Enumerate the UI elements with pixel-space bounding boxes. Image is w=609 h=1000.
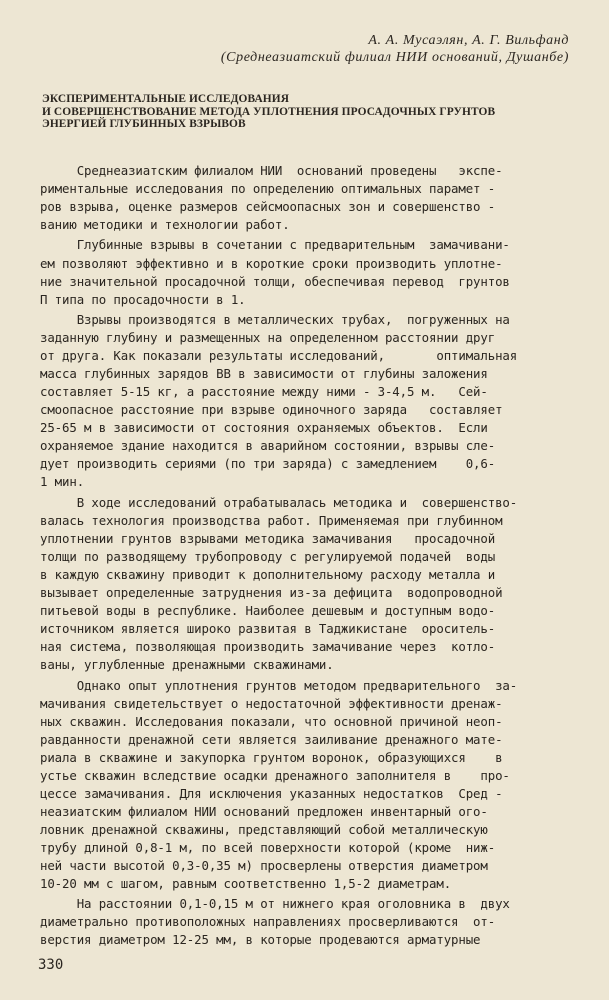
title-line: ЭНЕРГИЕЙ ГЛУБИННЫХ ВЗРЫВОВ (42, 118, 246, 130)
text-line: охраняемое здание находится в аварийном состоянии, взрывы сле- (40, 438, 496, 454)
author-names: А. А. Мусаэлян, А. Г. Вильфанд (368, 33, 569, 48)
text-line: составляет 5-15 кг, а расстояние между ними - 3-4,5 м. Сей- (40, 384, 488, 400)
text-line: заданную глубину и размещенных на определенном расстоянии друг (40, 330, 496, 346)
text-line: валась технология производства работ. Применяемая при глубинном (40, 512, 503, 528)
text-line: толщи по разводящему трубопроводу с регулируемой подачей воды (40, 548, 496, 564)
paragraph (40, 236, 570, 308)
text-line: ней части высотой 0,3-0,35 м) просверлены отверстия диаметром (40, 857, 488, 873)
paragraph (40, 311, 570, 491)
title-line: ЭКСПЕРИМЕНТАЛЬНЫЕ ИССЛЕДОВАНИЯ (42, 93, 290, 105)
text-line: дует производить сериями (по три заряда) с замедлением 0,6- (40, 456, 496, 472)
text-line: 10-20 мм с шагом, равным соответственно 1,5-2 диаметрам. (40, 876, 452, 892)
text-line: ных скважин. Исследования показали, что основной причиной неоп- (40, 713, 503, 729)
text-line: Глубинные взрывы в сочетании с предварительным замачивани- (40, 237, 510, 253)
paragraph (40, 162, 570, 234)
text-line: ванию методики и технологии работ. (40, 217, 290, 233)
text-line: ние значительной просадочной толщи, обеспечивая перевод грунтов (40, 273, 510, 289)
text-line: неазиатским филиалом НИИ оснований предложен инвентарный ого- (40, 803, 488, 819)
text-line: устье скважин вследствие осадки дренажного заполнителя в про- (40, 767, 510, 783)
text-line: П типа по просадочности в 1. (40, 291, 246, 307)
text-line: На расстоянии 0,1-0,15 м от нижнего края оголовника в двух (40, 896, 510, 912)
author-block (109, 32, 569, 66)
text-line: 1 мин. (40, 474, 85, 490)
article-body (40, 162, 570, 950)
text-line: питьевой воды в республике. Наиболее дешевым и доступным водо- (40, 603, 496, 619)
paragraph (40, 895, 570, 949)
text-line: ная система, позволяющая производить замачивание через котло- (40, 639, 496, 655)
text-line: Среднеазиатским филиалом НИИ оснований проведены экспе- (40, 163, 503, 178)
text-line: риментальные исследования по определению оптимальных парамет - (40, 181, 496, 197)
title-line: И СОВЕРШЕНСТВОВАНИЕ МЕТОДА УПЛОТНЕНИЯ ПРОСАДОЧНЫХ ГРУНТОВ (42, 105, 496, 118)
text-line: диаметрально противоположных направлениях просверливаются от- (40, 914, 496, 930)
text-line: смоопасное расстояние при взрыве одиночного заряда составляет (40, 402, 503, 418)
text-line: Однако опыт уплотнения грунтов методом предварительного за- (40, 677, 518, 693)
text-line: трубу длиной 0,8-1 м, по всей поверхности которой (кроме ниж- (40, 839, 496, 855)
text-line: равданности дренажной сети является заиливание дренажного мате- (40, 731, 503, 747)
text-line: масса глубинных зарядов ВВ в зависимости от глубины заложения (40, 366, 488, 382)
text-line: уплотнении грунтов взрывами методика замачивания просадочной (40, 530, 496, 546)
text-line: верстия диаметром 12-25 мм, в которые продеваются арматурные (40, 932, 481, 948)
text-line: мачивания свидетельствует о недостаточной эффективности дренаж- (40, 695, 503, 711)
text-line: вызывает определенные затруднения из-за дефицита водопроводной (40, 584, 503, 600)
text-line: от друга. Как показали результаты исследований, оптимальная (40, 348, 518, 364)
text-line: В ходе исследований отрабатывалась методика и совершенство- (40, 494, 518, 510)
paragraph (40, 677, 570, 894)
text-line: ловник дренажной скважины, представляющий собой металлическую (40, 821, 488, 837)
text-line: источником является широко развитая в Таджикистане ороситель- (40, 621, 496, 637)
text-line: цессе замачивания. Для исключения указанных недостатков Сред - (40, 785, 503, 801)
author-affiliation: (Среднеазиатский филиал НИИ оснований, Душанбе) (220, 50, 569, 65)
text-line: Взрывы производятся в металлических трубах, погруженных на (40, 311, 510, 327)
paragraph (40, 494, 570, 674)
article-title (42, 93, 562, 131)
text-line: риала в скважине и закупорка грунтом воронок, образующихся в (40, 749, 503, 765)
text-line: в каждую скважину приводит к дополнительному расходу металла и (40, 566, 496, 582)
page-number: 330 (38, 957, 64, 973)
text-line: ваны, углубленные дренажными скважинами. (40, 657, 334, 673)
text-line: ров взрыва, оценке размеров сейсмоопасных зон и совершенство - (40, 199, 496, 215)
text-line: 25-65 м в зависимости от состояния охраняемых объектов. Если (40, 420, 488, 436)
text-line: ем позволяют эффективно и в короткие сроки производить уплотне- (40, 255, 503, 271)
